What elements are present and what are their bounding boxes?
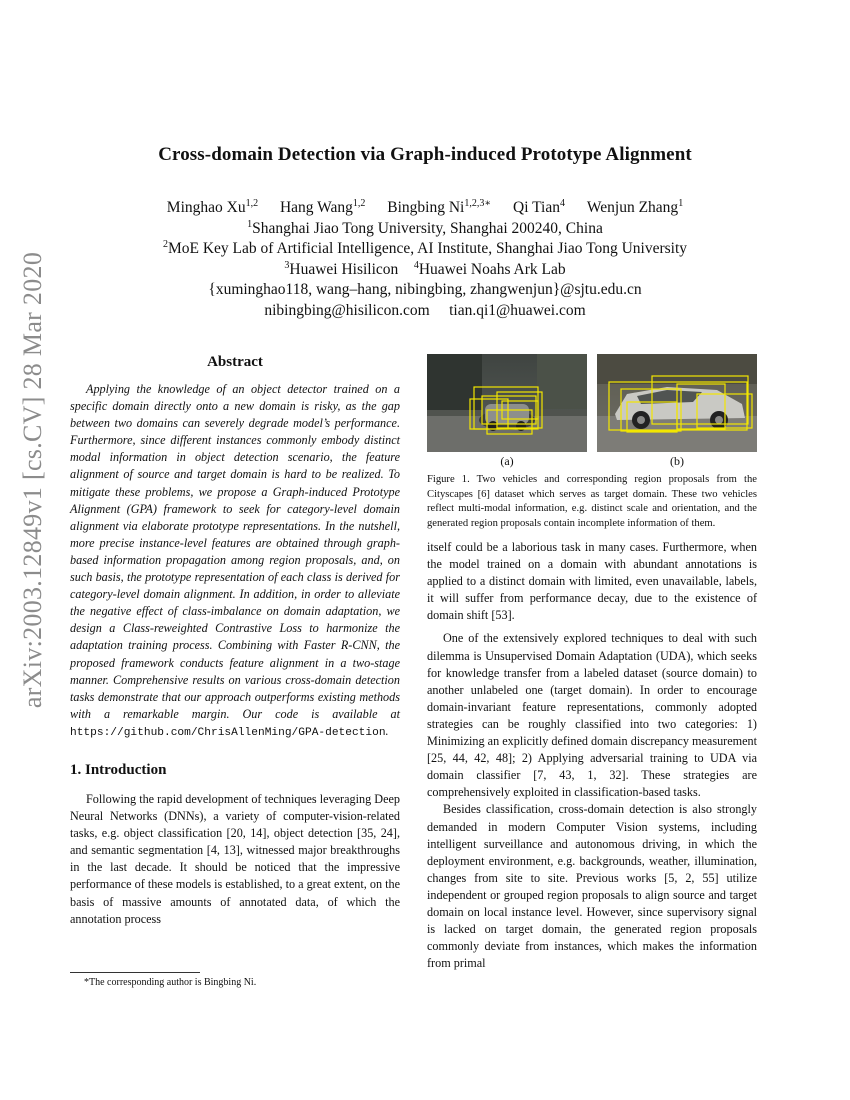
code-link[interactable]: https://github.com/ChrisAllenMing/GPA-detection xyxy=(70,726,386,739)
emails-sjtu: {xuminghao118, wang–hang, nibingbing, zhangwenjun}@sjtu.edu.cn xyxy=(208,281,642,298)
figure-1a xyxy=(427,354,587,469)
footnote: *The corresponding author is Bingbing Ni. xyxy=(84,977,257,988)
author-2: Hang Wang$^{1,2}$ xyxy=(279,198,366,216)
author-1: Minghao Xu$^{1,2}$ xyxy=(166,198,259,216)
introduction-continued xyxy=(427,539,757,972)
right-column xyxy=(427,354,757,972)
author-block xyxy=(0,198,850,321)
section-heading-introduction: 1. Introduction xyxy=(70,761,167,778)
street-scene-a-image xyxy=(427,354,587,452)
author-4: Qi Tian$^4$ xyxy=(513,198,565,216)
figure-1b-label: (b) xyxy=(670,454,684,468)
affiliation-3-4: $^3$Huawei Hisilicon $^4$Huawei Noahs Ark Lab xyxy=(284,259,566,278)
right-paragraph-1: itself could be a laborious task in many cases. Furthermore, when the model trained on a domain with abundant annotations is applied to a distinct domain with limited, even unavailable, labels, it will suffer from performance decay, due to the existence of domain shift [53]. xyxy=(427,540,757,623)
right-paragraph-2: One of the extensively explored techniques to deal with such dilemma is Unsupervised Domain Adaptation (UDA), which seeks for knowledge transfer from a labeled dataset (source domain) to another unlabeled one (target domain). In order to encourage domain-invariant feature representations, commonly adopted strategies can be roughly classified into two categories: 1) Minimizing an explicitly defined domain discrepancy measurement [25, 44, 42, 48]; 2) Applying adversarial training to UDA via domain classifier [7, 43, 1, 32]. These strategies are comprehensively exploited in classification-based tasks. xyxy=(427,631,757,800)
affiliation-2: $^2$MoE Key Lab of Artificial Intelligence, AI Institute, Shanghai Jiao Tong University xyxy=(162,239,688,257)
author-names xyxy=(0,198,850,219)
affiliation-1: $^1$Shanghai Jiao Tong University, Shanghai 200240, China xyxy=(247,218,603,237)
abstract-text: Applying the knowledge of an object detector trained on a specific domain directly onto a new domain is risky, as the gap between two domains can severely degrade model’s performance. Furthermore, since different instances commonly embody distinct modal information in object detection scenario, the feature alignment of source and target domain is hard to be realized. To mitigate these problems, we propose a Graph-induced Prototype Alignment (GPA) framework to seek for category-level domain alignment via elaborate prototype representations. In the nutshell, more precise instance-level features are obtained through graph-based information propagation among region proposals, and, on such basis, the prototype representation of each class is derived for category-level domain alignment. In addition, in order to alleviate the negative effect of class-imbalance on domain adaptation, we design a Class-reweighted Contrastive Loss to harmonize the adaptation training process. Combining with Faster R-CNN, the proposed framework conducts feature alignment in a two-stage manner. Comprehensive results on various cross-domain detection tasks demonstrate that our approach outperforms existing methods with a remarkable margin. Our code is available at https://github.com/ChrisAllenMing/GPA-detection. xyxy=(70,382,400,739)
emails-huawei: nibingbing@hisilicon.com tian.qi1@huawei.com xyxy=(264,301,586,319)
figure-1-caption: Figure 1. Two vehicles and corresponding region proposals from the Cityscapes [6] dataset which serves as target domain. These two vehicles reflect multi-modal information, e.g. distinct scale and orientation, and the generated region proposals contain incomplete information of them. xyxy=(427,474,757,529)
author-5: Wenjun Zhang$^1$ xyxy=(586,198,684,216)
left-column xyxy=(70,354,400,928)
right-paragraph-3: Besides classification, cross-domain detection is also strongly demanded in modern Computer Vision systems, including intelligent surveillance and autonomous driving, in which the deployment environment, e.g. backgrounds, weather, illumination, changes from site to site. Previous works [5, 2, 55] utilize independent or grouped region proposals to align source and target domain on local instance level. However, since supervisory signal is lacked on target domain, the generated region proposals commonly deviate from instances, which makes the information from primal xyxy=(427,802,757,971)
arxiv-id-text: arXiv:2003.12849v1 [cs.CV] 28 Mar 2020 xyxy=(18,251,47,709)
author-3: Bingbing $Ni^{1,2,3∗}$ xyxy=(387,198,492,216)
figure-1 xyxy=(427,354,757,469)
street-scene-b-image xyxy=(597,354,757,452)
figure-1a-label: (a) xyxy=(500,454,514,468)
footnote-rule xyxy=(70,972,200,973)
abstract-heading: Abstract xyxy=(207,354,263,370)
intro-paragraph-1: Following the rapid development of techniques leveraging Deep Neural Networks (DNNs), a variety of computer-vision-related tasks, e.g. object classification [20, 14], object detection [35, 24], and semantic segmentation [4, 13], witnessed major breakthroughs in the last decade. It should be noticed that the impressive performance of these models is established, to a great extent, on the basis of massive amounts of annotated data, of which the annotation process xyxy=(70,791,400,926)
figure-1b xyxy=(597,354,757,469)
paper-title: Cross-domain Detection via Graph-induced Prototype Alignment xyxy=(158,144,692,165)
